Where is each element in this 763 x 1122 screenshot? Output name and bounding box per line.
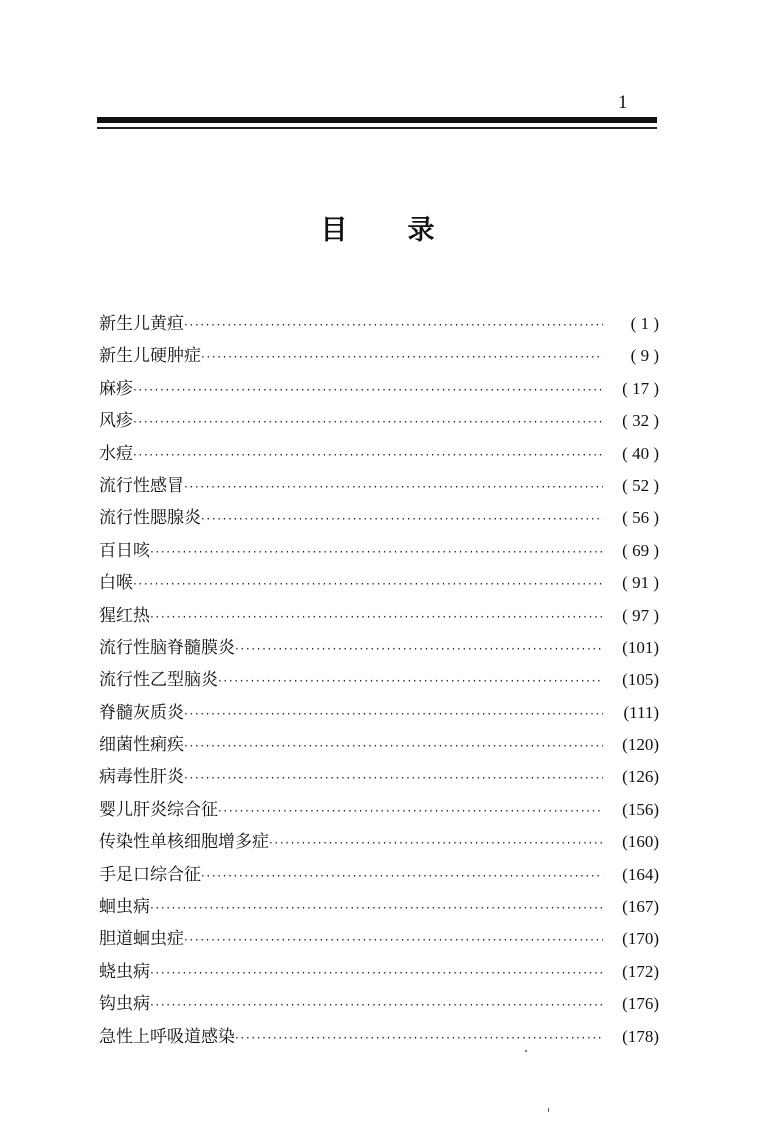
dot-leader — [184, 707, 603, 721]
toc-entry-page: ( 40 ) — [622, 443, 659, 463]
toc-entry-label: 婴儿肝炎综合征 — [99, 799, 218, 820]
dot-leader — [235, 1031, 603, 1045]
dot-leader — [150, 966, 603, 980]
toc-entry-page: (176) — [622, 994, 659, 1014]
toc-entry[interactable] — [99, 601, 659, 633]
toc-entry-label: 新生儿硬肿症 — [99, 346, 201, 367]
toc-entry-page: (178) — [622, 1026, 659, 1046]
toc-entry-page: (172) — [622, 961, 659, 981]
dot-leader — [269, 836, 603, 850]
toc-entry-label: 猩红热 — [99, 605, 150, 626]
toc-entry[interactable] — [99, 860, 659, 892]
toc-entry-page: (105) — [622, 670, 659, 690]
toc-entry-label: 新生儿黄疸 — [99, 314, 184, 334]
toc-entry-page: ( 32 ) — [622, 411, 659, 431]
toc-entry-label: 胆道蛔虫症 — [99, 929, 184, 950]
toc-entry[interactable] — [99, 730, 659, 762]
toc-entry-label: 急性上呼吸道感染 — [99, 1026, 235, 1047]
toc-entry-label: 白喉 — [99, 573, 133, 594]
dot-leader — [133, 415, 603, 429]
toc-entry[interactable] — [99, 698, 659, 730]
toc-entry[interactable] — [99, 827, 659, 859]
dot-leader — [150, 901, 603, 915]
toc-entry-label: 流行性腮腺炎 — [99, 508, 201, 529]
toc-entry[interactable] — [99, 957, 659, 989]
toc-entry-page: ( 69 ) — [622, 540, 659, 560]
dot-leader — [184, 771, 603, 785]
toc-entry[interactable] — [99, 665, 659, 697]
toc-entry-label: 流行性感冒 — [99, 475, 184, 496]
toc-entry[interactable] — [99, 989, 659, 1021]
toc-entry[interactable] — [99, 892, 659, 924]
toc-entry-page: ( 97 ) — [622, 605, 659, 625]
toc-entry-page: (101) — [622, 637, 659, 657]
dot-leader — [150, 610, 603, 624]
header-rule-thin — [97, 127, 657, 129]
toc-entry-page: ( 56 ) — [622, 508, 659, 528]
dot-leader — [235, 642, 603, 656]
dot-leader — [184, 480, 603, 494]
dot-leader — [150, 998, 603, 1012]
toc-entry-page: ( 52 ) — [622, 475, 659, 495]
toc-entry-label: 病毒性肝炎 — [99, 767, 184, 788]
header-rule-thick — [97, 117, 657, 123]
toc-entry[interactable] — [99, 374, 659, 406]
toc-entry-label: 传染性单核细胞增多症 — [99, 832, 269, 853]
toc-entry-label: 流行性乙型脑炎 — [99, 670, 218, 691]
dot-leader — [150, 545, 603, 559]
toc-entry-page: (111) — [623, 702, 659, 722]
toc-entry[interactable] — [99, 439, 659, 471]
dot-leader — [201, 512, 603, 526]
toc-entry[interactable] — [99, 471, 659, 503]
toc-entry-label: 百日咳 — [99, 540, 150, 561]
table-of-contents — [99, 309, 659, 1054]
dot-leader — [184, 933, 603, 947]
toc-entry-label: 细菌性痢疾 — [99, 735, 184, 756]
toc-entry-page: (156) — [622, 799, 659, 819]
dot-leader — [218, 674, 603, 688]
toc-entry[interactable] — [99, 406, 659, 438]
page-title: 目录 — [320, 215, 495, 246]
toc-entry-label: 风疹 — [99, 411, 133, 432]
scan-speck — [525, 1050, 527, 1052]
toc-entry[interactable] — [99, 762, 659, 794]
dot-leader — [184, 318, 603, 332]
dot-leader — [133, 383, 603, 397]
toc-entry-label: 水痘 — [99, 443, 133, 464]
toc-entry-label: 蛲虫病 — [99, 961, 150, 982]
dot-leader — [184, 739, 603, 753]
toc-entry[interactable] — [99, 503, 659, 535]
toc-entry-label: 脊髓灰质炎 — [99, 702, 184, 723]
toc-entry[interactable] — [99, 924, 659, 956]
toc-entry-page: (120) — [622, 735, 659, 755]
toc-entry-page: ( 9 ) — [630, 346, 659, 366]
toc-entry-page: (170) — [622, 929, 659, 949]
toc-entry-label: 手足口综合征 — [99, 864, 201, 885]
toc-entry-label: 流行性脑脊髓膜炎 — [99, 637, 235, 658]
dot-leader — [201, 350, 603, 364]
toc-entry[interactable] — [99, 536, 659, 568]
dot-leader — [133, 577, 603, 591]
toc-entry[interactable] — [99, 795, 659, 827]
dot-leader — [201, 869, 603, 883]
toc-entry-page: ( 1 ) — [630, 314, 659, 333]
toc-entry[interactable] — [99, 633, 659, 665]
toc-entry-page: ( 91 ) — [622, 573, 659, 593]
toc-entry[interactable] — [99, 309, 659, 341]
toc-entry[interactable] — [99, 568, 659, 600]
toc-entry[interactable] — [99, 341, 659, 373]
toc-entry-label: 麻疹 — [99, 378, 133, 399]
toc-entry-label: 蛔虫病 — [99, 897, 150, 918]
toc-entry-page: (126) — [622, 767, 659, 787]
dot-leader — [133, 448, 603, 462]
toc-entry-page: (167) — [622, 897, 659, 917]
dot-leader — [218, 804, 603, 818]
toc-entry[interactable] — [99, 1022, 659, 1054]
scan-speck — [548, 1108, 549, 1112]
toc-entry-page: ( 17 ) — [622, 378, 659, 398]
toc-entry-label: 钩虫病 — [99, 994, 150, 1015]
page-number: 1 — [618, 92, 628, 113]
toc-entry-page: (164) — [622, 864, 659, 884]
toc-entry-page: (160) — [622, 832, 659, 852]
